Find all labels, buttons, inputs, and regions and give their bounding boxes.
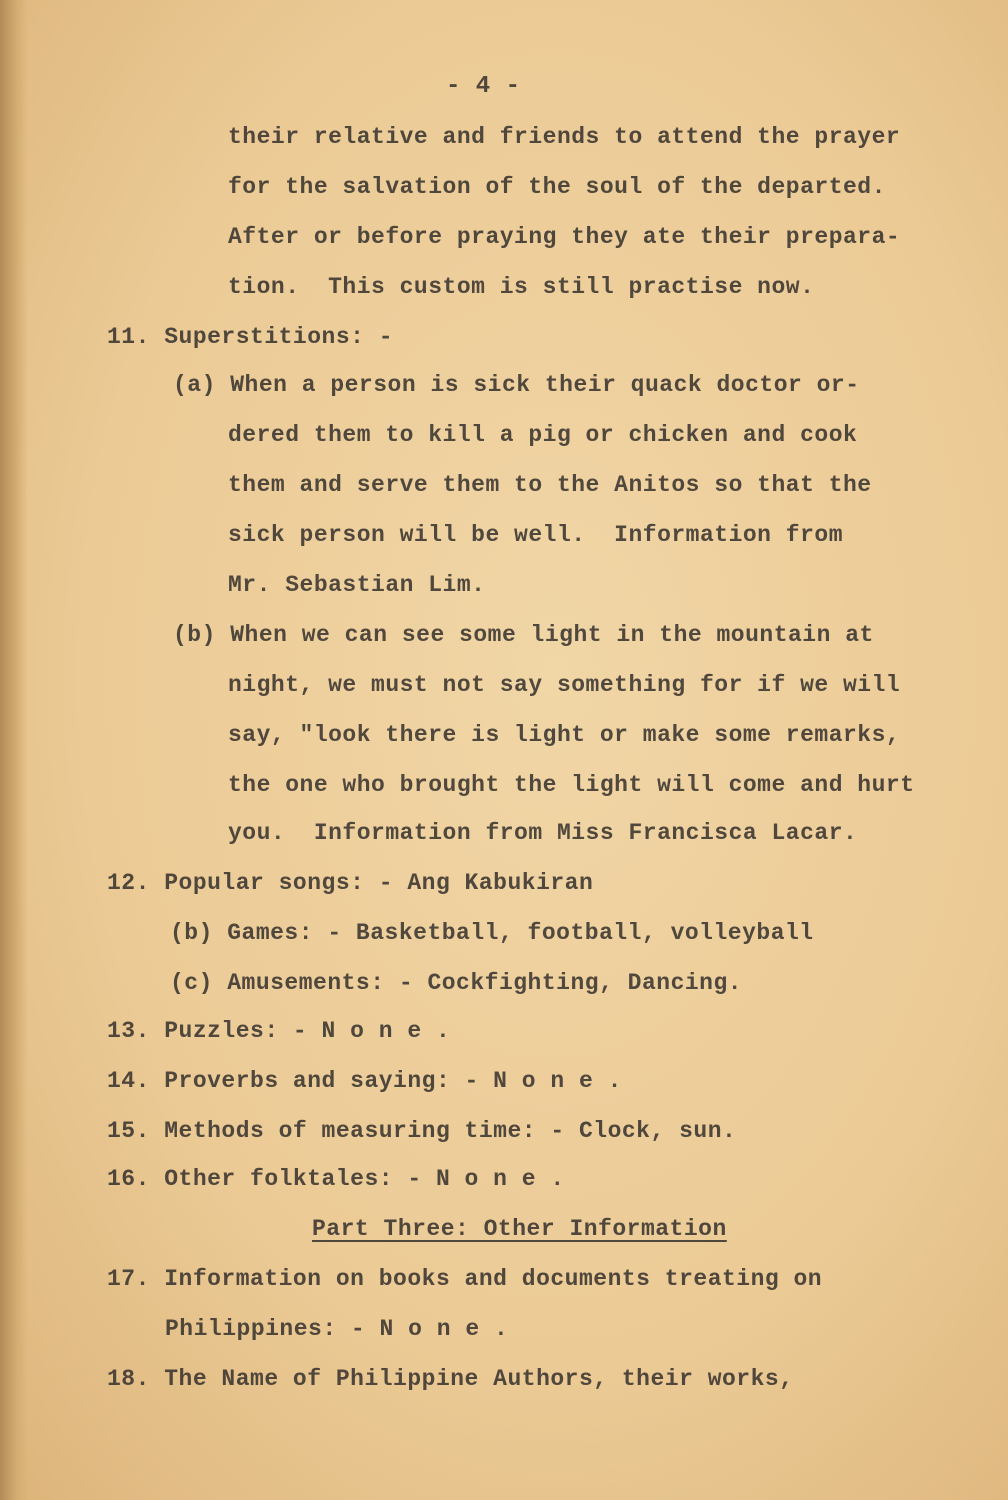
- section-heading-16: 16. Other folktales: - N o n e .: [107, 1166, 565, 1192]
- text-line: night, we must not say something for if we will: [228, 672, 901, 698]
- page-number: - 4 -: [446, 73, 521, 100]
- section-heading-13: 13. Puzzles: - N o n e .: [107, 1018, 451, 1044]
- section-heading-14: 14. Proverbs and saying: - N o n e .: [107, 1068, 622, 1094]
- text-line: (c) Amusements: - Cockfighting, Dancing.: [170, 970, 743, 996]
- section-heading-11: 11. Superstitions: -: [107, 324, 394, 350]
- text-line: After or before praying they ate their prepara-: [228, 224, 901, 250]
- text-line: dered them to kill a pig or chicken and cook: [228, 422, 858, 448]
- section-heading-15: 15. Methods of measuring time: - Clock, sun.: [107, 1118, 737, 1144]
- text-line: say, "look there is light or make some remarks,: [228, 722, 901, 748]
- text-line: (b) When we can see some light in the mountain at: [173, 622, 874, 648]
- section-heading-12: 12. Popular songs: - Ang Kabukiran: [107, 870, 594, 896]
- text-line: Mr. Sebastian Lim.: [228, 572, 486, 598]
- section-heading-17: 17. Information on books and documents treating on: [107, 1266, 823, 1292]
- text-line: Philippines: - N o n e .: [165, 1316, 509, 1342]
- text-line: the one who brought the light will come and hurt: [228, 772, 915, 798]
- text-line: (a) When a person is sick their quack doctor or-: [173, 372, 860, 398]
- text-line: sick person will be well. Information from: [228, 522, 843, 548]
- part-three-heading: Part Three: Other Information: [312, 1216, 727, 1242]
- text-line: their relative and friends to attend the prayer: [228, 124, 901, 150]
- text-line: them and serve them to the Anitos so that the: [228, 472, 872, 498]
- text-line: for the salvation of the soul of the departed.: [228, 174, 886, 200]
- text-line: you. Information from Miss Francisca Lacar.: [228, 820, 858, 846]
- section-heading-18: 18. The Name of Philippine Authors, their works,: [107, 1366, 794, 1392]
- text-line: tion. This custom is still practise now.: [228, 274, 815, 300]
- page-spine-shadow: [0, 0, 28, 1500]
- text-line: (b) Games: - Basketball, football, volleyball: [170, 920, 814, 946]
